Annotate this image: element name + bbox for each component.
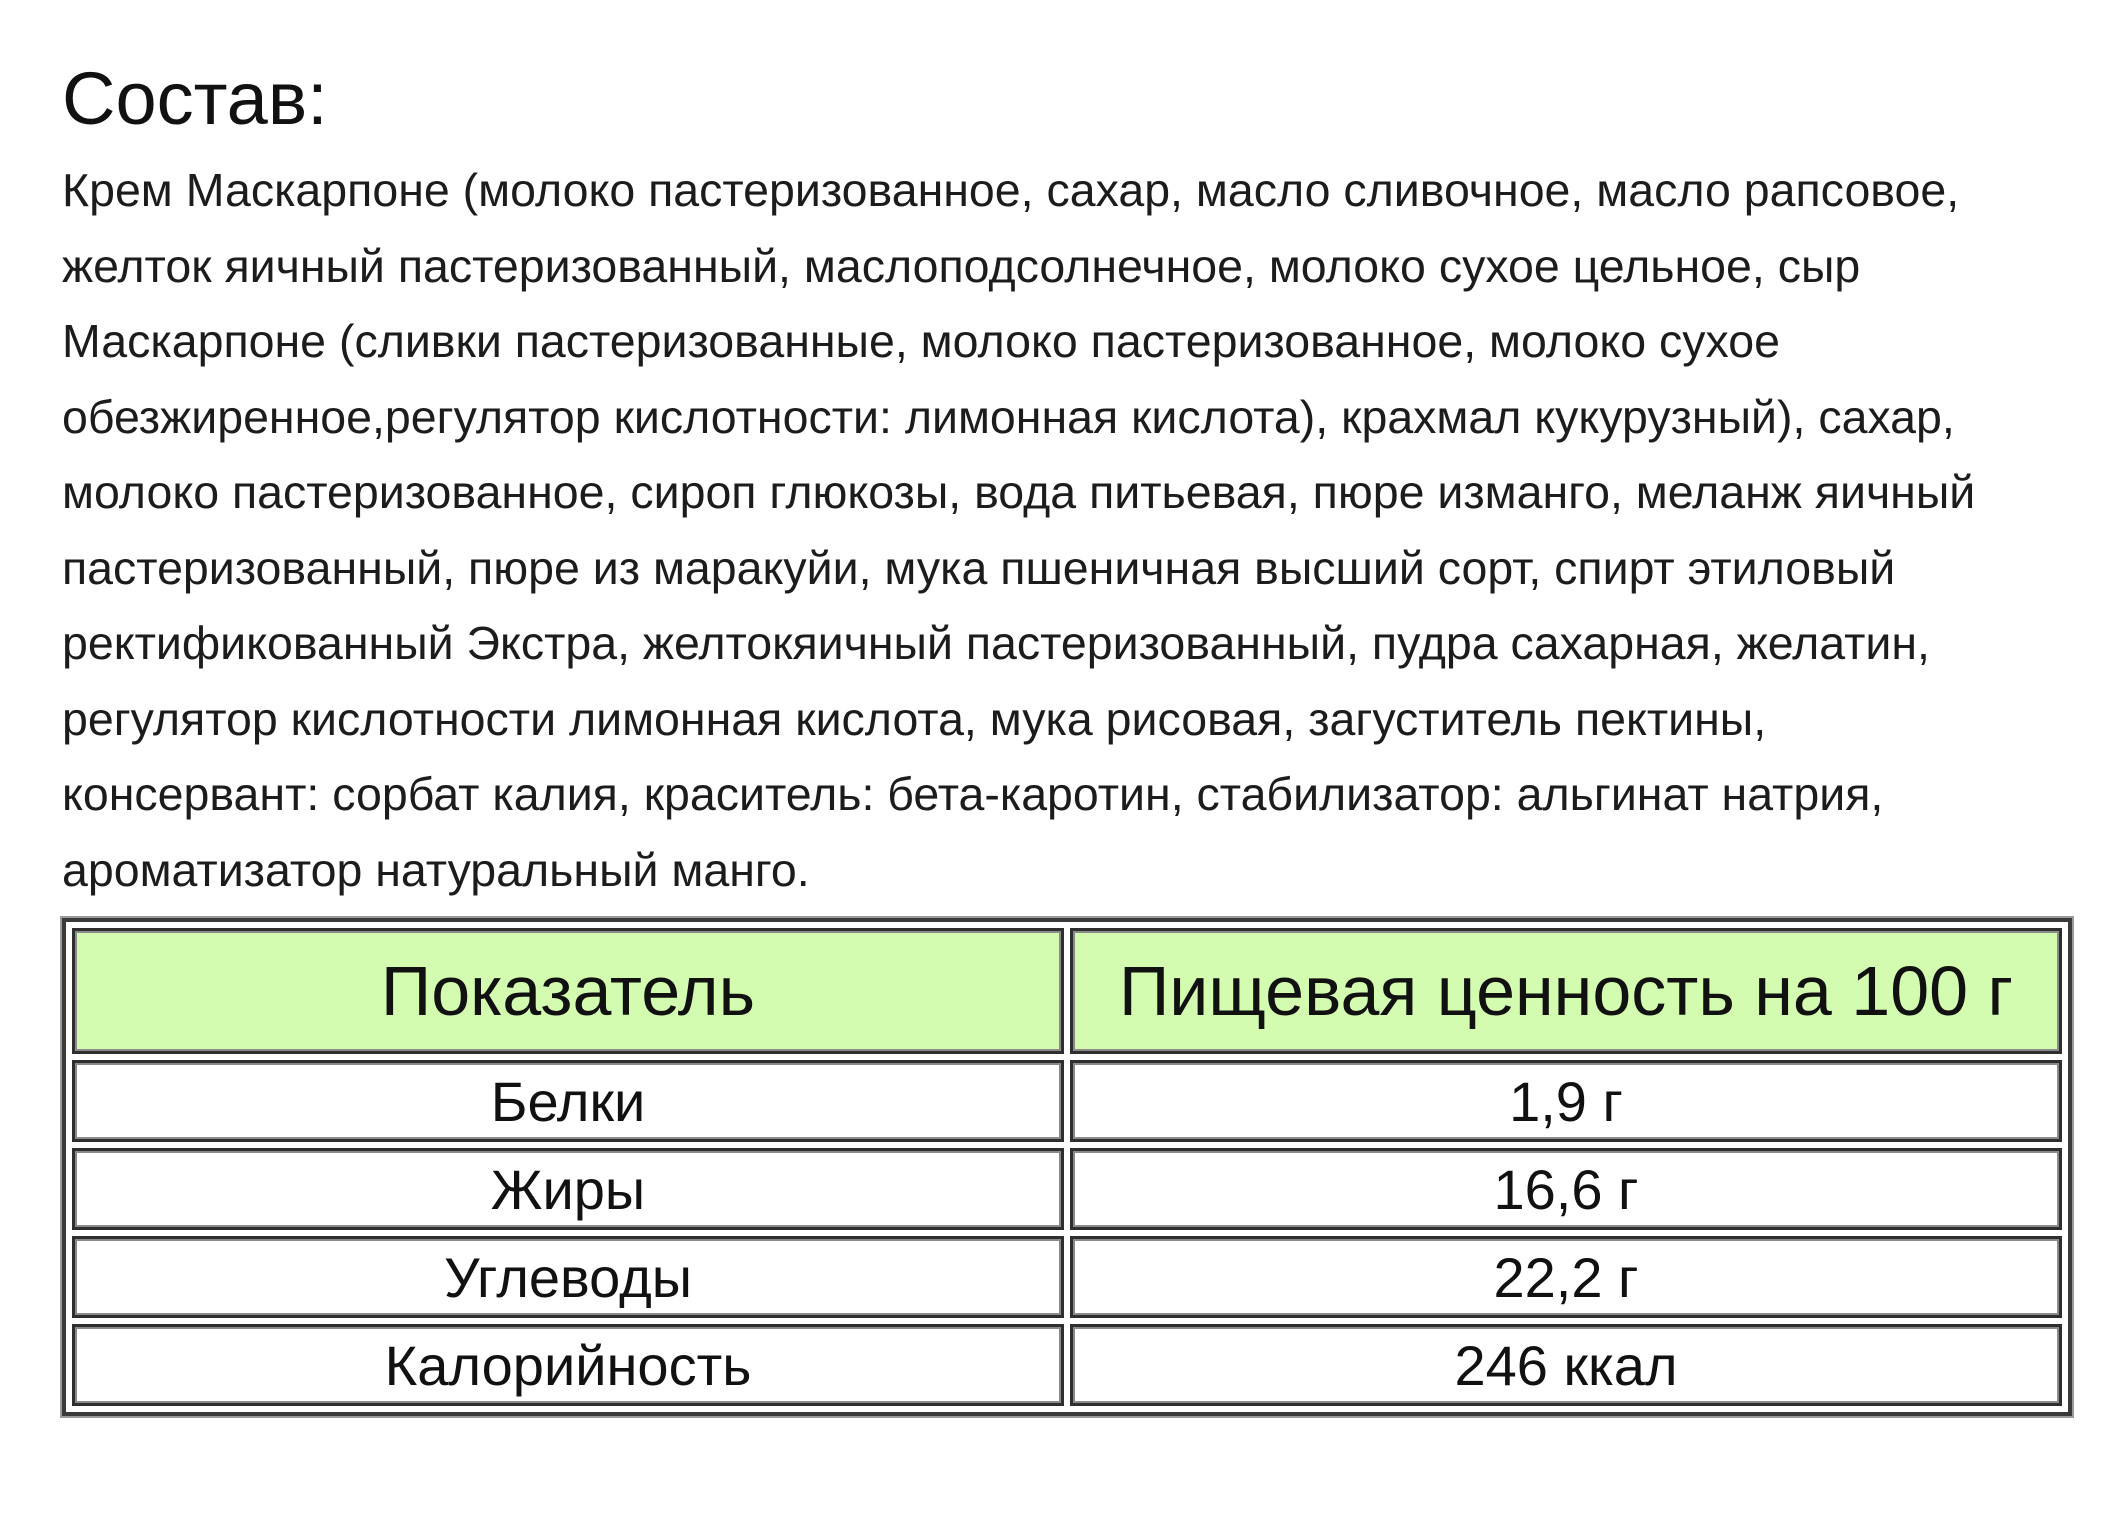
row-value-protein: 1,9 г (1070, 1060, 2062, 1142)
composition-line: ректификованный Экстра, желтокяичный пастеризованный, пудра сахарная, желатин, (62, 617, 1930, 670)
row-label-calories: Калорийность (72, 1324, 1064, 1406)
composition-line: Крем Маскарпоне (молоко пастеризованное, сахар, масло сливочное, масло рапсовое, (62, 164, 1960, 217)
row-value-calories: 246 ккал (1070, 1324, 2062, 1406)
table-header-row (72, 928, 2062, 1054)
row-label-protein: Белки (72, 1060, 1064, 1142)
table-row (72, 1324, 2062, 1406)
header-nutritional-value: Пищевая ценность на 100 г (1070, 928, 2062, 1054)
composition-line: регулятор кислотности лимонная кислота, мука рисовая, загуститель пектины, (62, 692, 1767, 745)
composition-line: консервант: сорбат калия, краситель: бета-каротин, стабилизатор: альгинат натрия, (62, 768, 1884, 821)
composition-heading: Состав: (62, 57, 328, 140)
row-label-fat: Жиры (72, 1148, 1064, 1230)
row-label-carbohydrates: Углеводы (72, 1236, 1064, 1318)
composition-line: обезжиренное,регулятор кислотности: лимонная кислота), крахмал кукурузный), сахар, (62, 390, 1955, 443)
composition-line: молоко пастеризованное, сироп глюкозы, вода питьевая, пюре изманго, меланж яичный (62, 466, 1976, 519)
composition-line: пастеризованный, пюре из маракуйи, мука пшеничная высший сорт, спирт этиловый (62, 541, 1896, 594)
table-row (72, 1236, 2062, 1318)
table-row (72, 1060, 2062, 1142)
row-value-carbohydrates: 22,2 г (1070, 1236, 2062, 1318)
nutrition-table (62, 918, 2072, 1416)
composition-text (62, 153, 2072, 908)
header-indicator: Показатель (72, 928, 1064, 1054)
composition-section (62, 58, 2072, 908)
row-value-fat: 16,6 г (1070, 1148, 2062, 1230)
composition-line: ароматизатор натуральный манго. (62, 843, 810, 896)
composition-line: желток яичный пастеризованный, маслоподсолнечное, молоко сухое цельное, сыр (62, 239, 1861, 292)
composition-line: Маскарпоне (сливки пастеризованные, молоко пастеризованное, молоко сухое (62, 315, 1780, 368)
table-row (72, 1148, 2062, 1230)
